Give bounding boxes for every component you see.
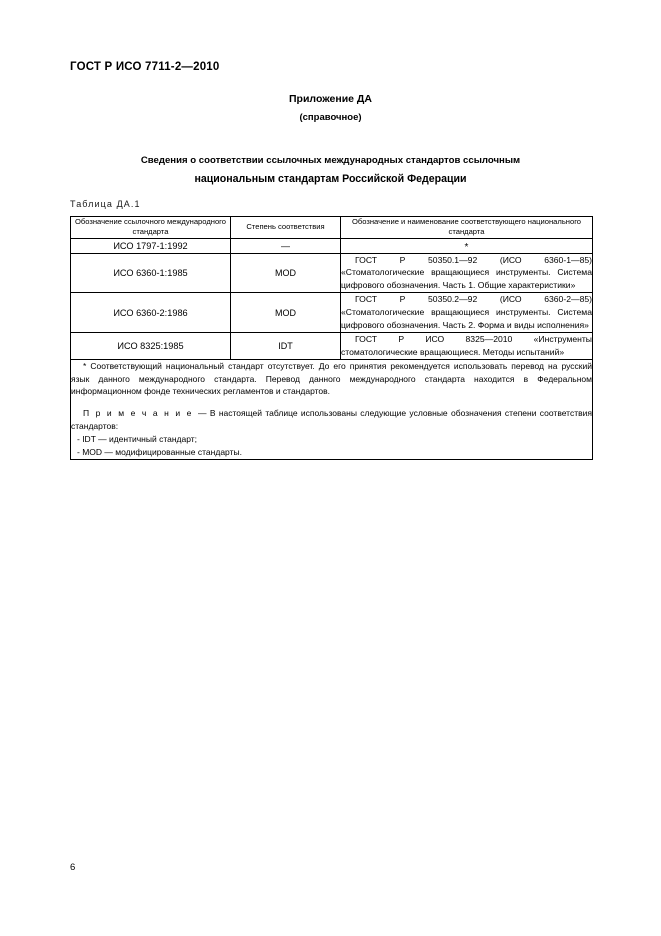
section-title-line-2: национальным стандартам Российской Федерации: [194, 173, 467, 185]
cell-national-standard: *: [341, 238, 593, 253]
section-title-line-1: Сведения о соответствии ссылочных международных стандартов ссылочным: [140, 155, 521, 166]
table-note-label: П р и м е ч а н и е: [83, 408, 198, 419]
cell-ref-standard: ИСО 6360-1:1985: [71, 253, 231, 293]
table-row: [71, 253, 593, 293]
table-row: [71, 332, 593, 359]
annex-title: Приложение ДА: [289, 93, 372, 105]
page-header-standard-code: ГОСТ Р ИСО 7711-2—2010: [70, 61, 220, 73]
table-header-degree: Степень соответствия: [231, 217, 341, 239]
table-note-item: - IDT — идентичный стандарт;: [77, 434, 198, 445]
cell-degree: IDT: [231, 332, 341, 359]
cell-ref-standard: ИСО 1797-1:1992: [71, 238, 231, 253]
table-row: [71, 293, 593, 333]
table-header-row: [71, 217, 593, 239]
cell-degree: MOD: [231, 253, 341, 293]
table-footnote: * Соответствующий национальный стандарт отсутствует. До его принятия рекомендуется использовать перевод на русский язык данного международного стандарта. Перевод данного международного стандарта находится в Федеральном информационном фонде технических регламентов и стандартов.: [71, 360, 592, 397]
cell-degree: MOD: [231, 293, 341, 333]
cell-ref-standard: ИСО 8325:1985: [71, 332, 231, 359]
cell-national-standard: ГОСТ Р 50350.2—92 (ИСО 6360-2—85) «Стоматологические вращающиеся инструменты. Система цифрового обозначения. Часть 2. Форма и виды исполнения»: [341, 293, 593, 333]
table-row: [71, 238, 593, 253]
page-number: 6: [70, 862, 76, 873]
cell-degree: —: [231, 238, 341, 253]
cell-national-standard: ГОСТ Р ИСО 8325—2010 «Инструменты стоматологические вращающиеся. Методы испытаний»: [341, 332, 593, 359]
table-notes: [71, 359, 593, 459]
table-header-ref-standard: Обозначение ссылочного международного стандарта: [71, 217, 231, 239]
table-note-list: [71, 433, 592, 459]
annex-subtitle: (справочное): [299, 112, 362, 123]
table-note-paragraph: [71, 407, 592, 433]
cell-ref-standard: ИСО 6360-2:1986: [71, 293, 231, 333]
table-header-national-standard: Обозначение и наименование соответствующего национального стандарта: [341, 217, 593, 239]
table-note-item: - MOD — модифицированные стандарты.: [77, 447, 242, 458]
table-notes-row: [71, 359, 593, 459]
cell-national-standard: ГОСТ Р 50350.1—92 (ИСО 6360-1—85) «Стоматологические вращающиеся инструменты. Система цифрового обозначения. Часть 1. Общие характеристики»: [341, 253, 593, 293]
correspondence-table: [70, 216, 593, 460]
table-note-text: — В настоящей таблице использованы следующие условные обозначения степени соответствия стандартов:: [71, 408, 592, 432]
table-caption: Таблица ДА.1: [70, 199, 141, 209]
